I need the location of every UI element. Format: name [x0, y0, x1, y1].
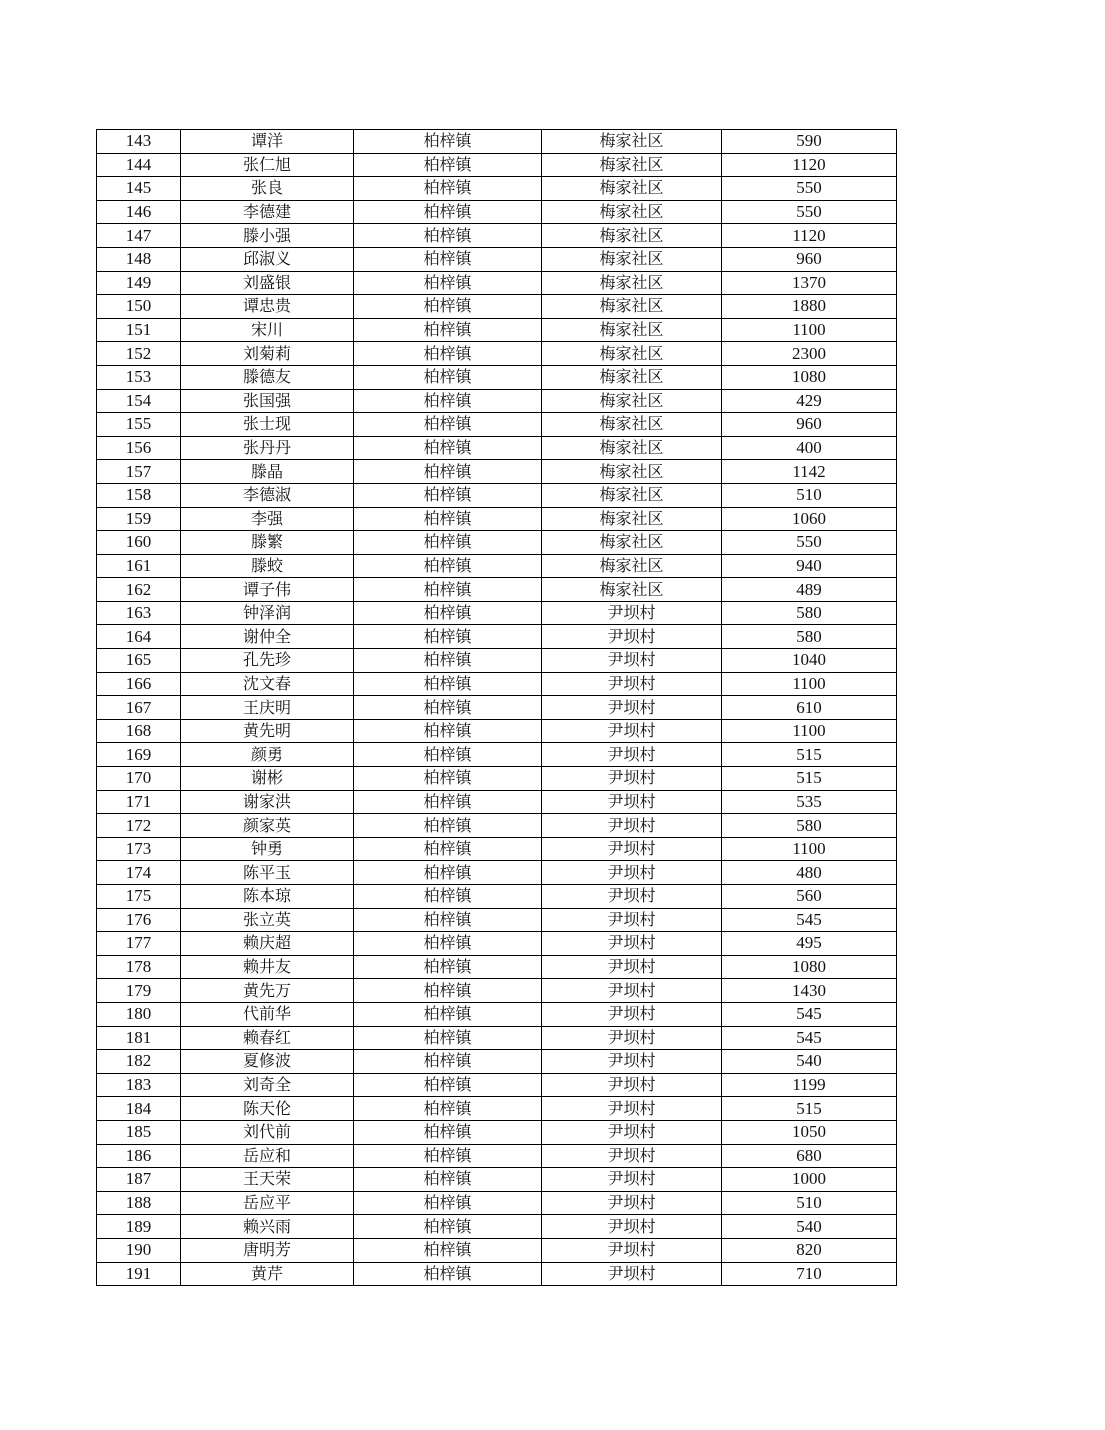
name-cell: 李德淑 — [181, 483, 354, 507]
row-number-cell: 185 — [97, 1120, 181, 1144]
amount-cell: 545 — [722, 1002, 897, 1026]
table-row — [97, 837, 897, 861]
table-row — [97, 649, 897, 673]
table-row — [97, 1144, 897, 1168]
table-row — [97, 885, 897, 909]
amount-cell: 489 — [722, 578, 897, 602]
town-cell: 柏梓镇 — [354, 1191, 542, 1215]
town-cell: 柏梓镇 — [354, 814, 542, 838]
row-number-cell: 159 — [97, 507, 181, 531]
amount-cell: 580 — [722, 814, 897, 838]
village-cell: 尹坝村 — [542, 1215, 722, 1239]
village-cell: 尹坝村 — [542, 837, 722, 861]
village-cell: 梅家社区 — [542, 389, 722, 413]
table-row — [97, 507, 897, 531]
village-cell: 尹坝村 — [542, 601, 722, 625]
row-number-cell: 152 — [97, 342, 181, 366]
table-row — [97, 908, 897, 932]
table-row — [97, 200, 897, 224]
amount-cell: 1040 — [722, 649, 897, 673]
row-number-cell: 177 — [97, 932, 181, 956]
town-cell: 柏梓镇 — [354, 342, 542, 366]
village-cell: 尹坝村 — [542, 861, 722, 885]
table-row — [97, 483, 897, 507]
village-cell: 尹坝村 — [542, 1073, 722, 1097]
name-cell: 滕德友 — [181, 365, 354, 389]
table-row — [97, 1215, 897, 1239]
table-row — [97, 932, 897, 956]
row-number-cell: 173 — [97, 837, 181, 861]
town-cell: 柏梓镇 — [354, 153, 542, 177]
table-row — [97, 365, 897, 389]
table-row — [97, 861, 897, 885]
village-cell: 尹坝村 — [542, 719, 722, 743]
row-number-cell: 145 — [97, 177, 181, 201]
name-cell: 刘盛银 — [181, 271, 354, 295]
name-cell: 颜家英 — [181, 814, 354, 838]
row-number-cell: 188 — [97, 1191, 181, 1215]
row-number-cell: 189 — [97, 1215, 181, 1239]
table-row — [97, 1026, 897, 1050]
village-cell: 梅家社区 — [542, 436, 722, 460]
village-cell: 尹坝村 — [542, 649, 722, 673]
town-cell: 柏梓镇 — [354, 1026, 542, 1050]
row-number-cell: 168 — [97, 719, 181, 743]
name-cell: 黄芹 — [181, 1262, 354, 1286]
town-cell: 柏梓镇 — [354, 130, 542, 154]
village-cell: 梅家社区 — [542, 177, 722, 201]
row-number-cell: 155 — [97, 413, 181, 437]
town-cell: 柏梓镇 — [354, 271, 542, 295]
row-number-cell: 165 — [97, 649, 181, 673]
town-cell: 柏梓镇 — [354, 483, 542, 507]
name-cell: 谢家洪 — [181, 790, 354, 814]
name-cell: 唐明芳 — [181, 1238, 354, 1262]
row-number-cell: 166 — [97, 672, 181, 696]
table-row — [97, 436, 897, 460]
name-cell: 赖春红 — [181, 1026, 354, 1050]
village-cell: 梅家社区 — [542, 460, 722, 484]
village-cell: 梅家社区 — [542, 342, 722, 366]
name-cell: 黄先明 — [181, 719, 354, 743]
town-cell: 柏梓镇 — [354, 389, 542, 413]
name-cell: 颜勇 — [181, 743, 354, 767]
town-cell: 柏梓镇 — [354, 224, 542, 248]
town-cell: 柏梓镇 — [354, 672, 542, 696]
name-cell: 滕繁 — [181, 531, 354, 555]
town-cell: 柏梓镇 — [354, 767, 542, 791]
town-cell: 柏梓镇 — [354, 696, 542, 720]
town-cell: 柏梓镇 — [354, 719, 542, 743]
name-cell: 谭忠贵 — [181, 295, 354, 319]
village-cell: 梅家社区 — [542, 271, 722, 295]
town-cell: 柏梓镇 — [354, 861, 542, 885]
village-cell: 尹坝村 — [542, 1144, 722, 1168]
amount-cell: 550 — [722, 177, 897, 201]
data-table — [96, 129, 897, 1286]
village-cell: 尹坝村 — [542, 1238, 722, 1262]
name-cell: 张士现 — [181, 413, 354, 437]
village-cell: 尹坝村 — [542, 672, 722, 696]
table-row — [97, 696, 897, 720]
amount-cell: 540 — [722, 1215, 897, 1239]
village-cell: 梅家社区 — [542, 507, 722, 531]
row-number-cell: 175 — [97, 885, 181, 909]
amount-cell: 1100 — [722, 837, 897, 861]
village-cell: 尹坝村 — [542, 908, 722, 932]
town-cell: 柏梓镇 — [354, 955, 542, 979]
table-row — [97, 979, 897, 1003]
town-cell: 柏梓镇 — [354, 1002, 542, 1026]
town-cell: 柏梓镇 — [354, 1262, 542, 1286]
village-cell: 尹坝村 — [542, 743, 722, 767]
amount-cell: 820 — [722, 1238, 897, 1262]
table-row — [97, 413, 897, 437]
town-cell: 柏梓镇 — [354, 1215, 542, 1239]
name-cell: 刘菊莉 — [181, 342, 354, 366]
town-cell: 柏梓镇 — [354, 790, 542, 814]
row-number-cell: 161 — [97, 554, 181, 578]
amount-cell: 515 — [722, 743, 897, 767]
name-cell: 张国强 — [181, 389, 354, 413]
table-row — [97, 1262, 897, 1286]
village-cell: 尹坝村 — [542, 696, 722, 720]
table-row — [97, 578, 897, 602]
table-row — [97, 460, 897, 484]
name-cell: 滕晶 — [181, 460, 354, 484]
row-number-cell: 158 — [97, 483, 181, 507]
amount-cell: 940 — [722, 554, 897, 578]
table-row — [97, 1120, 897, 1144]
name-cell: 宋川 — [181, 318, 354, 342]
village-cell: 梅家社区 — [542, 483, 722, 507]
row-number-cell: 153 — [97, 365, 181, 389]
village-cell: 梅家社区 — [542, 578, 722, 602]
row-number-cell: 164 — [97, 625, 181, 649]
table-row — [97, 295, 897, 319]
name-cell: 邱淑义 — [181, 247, 354, 271]
amount-cell: 580 — [722, 625, 897, 649]
amount-cell: 680 — [722, 1144, 897, 1168]
town-cell: 柏梓镇 — [354, 436, 542, 460]
town-cell: 柏梓镇 — [354, 1120, 542, 1144]
town-cell: 柏梓镇 — [354, 1144, 542, 1168]
row-number-cell: 151 — [97, 318, 181, 342]
town-cell: 柏梓镇 — [354, 460, 542, 484]
name-cell: 钟泽润 — [181, 601, 354, 625]
table-row — [97, 625, 897, 649]
village-cell: 尹坝村 — [542, 1120, 722, 1144]
name-cell: 张良 — [181, 177, 354, 201]
amount-cell: 1060 — [722, 507, 897, 531]
name-cell: 赖兴雨 — [181, 1215, 354, 1239]
name-cell: 李德建 — [181, 200, 354, 224]
table-row — [97, 1002, 897, 1026]
amount-cell: 610 — [722, 696, 897, 720]
row-number-cell: 187 — [97, 1168, 181, 1192]
amount-cell: 540 — [722, 1050, 897, 1074]
name-cell: 谭洋 — [181, 130, 354, 154]
village-cell: 梅家社区 — [542, 295, 722, 319]
amount-cell: 1080 — [722, 365, 897, 389]
town-cell: 柏梓镇 — [354, 837, 542, 861]
row-number-cell: 167 — [97, 696, 181, 720]
village-cell: 尹坝村 — [542, 932, 722, 956]
amount-cell: 480 — [722, 861, 897, 885]
name-cell: 陈本琼 — [181, 885, 354, 909]
name-cell: 谭子伟 — [181, 578, 354, 602]
village-cell: 尹坝村 — [542, 885, 722, 909]
village-cell: 梅家社区 — [542, 247, 722, 271]
town-cell: 柏梓镇 — [354, 247, 542, 271]
row-number-cell: 191 — [97, 1262, 181, 1286]
row-number-cell: 143 — [97, 130, 181, 154]
table-row — [97, 1097, 897, 1121]
row-number-cell: 146 — [97, 200, 181, 224]
table-row — [97, 814, 897, 838]
town-cell: 柏梓镇 — [354, 507, 542, 531]
village-cell: 梅家社区 — [542, 531, 722, 555]
name-cell: 岳应和 — [181, 1144, 354, 1168]
amount-cell: 429 — [722, 389, 897, 413]
name-cell: 陈天伦 — [181, 1097, 354, 1121]
table-row — [97, 389, 897, 413]
village-cell: 尹坝村 — [542, 955, 722, 979]
table-row — [97, 342, 897, 366]
amount-cell: 1370 — [722, 271, 897, 295]
name-cell: 滕小强 — [181, 224, 354, 248]
amount-cell: 1100 — [722, 318, 897, 342]
row-number-cell: 162 — [97, 578, 181, 602]
amount-cell: 510 — [722, 483, 897, 507]
name-cell: 岳应平 — [181, 1191, 354, 1215]
name-cell: 赖井友 — [181, 955, 354, 979]
row-number-cell: 172 — [97, 814, 181, 838]
amount-cell: 550 — [722, 531, 897, 555]
row-number-cell: 180 — [97, 1002, 181, 1026]
village-cell: 梅家社区 — [542, 130, 722, 154]
table-row — [97, 790, 897, 814]
town-cell: 柏梓镇 — [354, 979, 542, 1003]
name-cell: 李强 — [181, 507, 354, 531]
village-cell: 尹坝村 — [542, 1262, 722, 1286]
name-cell: 刘代前 — [181, 1120, 354, 1144]
town-cell: 柏梓镇 — [354, 885, 542, 909]
row-number-cell: 160 — [97, 531, 181, 555]
name-cell: 王庆明 — [181, 696, 354, 720]
amount-cell: 1100 — [722, 719, 897, 743]
town-cell: 柏梓镇 — [354, 743, 542, 767]
amount-cell: 535 — [722, 790, 897, 814]
town-cell: 柏梓镇 — [354, 908, 542, 932]
village-cell: 尹坝村 — [542, 1191, 722, 1215]
table-body — [97, 130, 897, 1286]
row-number-cell: 149 — [97, 271, 181, 295]
town-cell: 柏梓镇 — [354, 1097, 542, 1121]
amount-cell: 560 — [722, 885, 897, 909]
village-cell: 尹坝村 — [542, 1026, 722, 1050]
village-cell: 尹坝村 — [542, 767, 722, 791]
name-cell: 夏修波 — [181, 1050, 354, 1074]
amount-cell: 1199 — [722, 1073, 897, 1097]
amount-cell: 590 — [722, 130, 897, 154]
amount-cell: 545 — [722, 1026, 897, 1050]
village-cell: 梅家社区 — [542, 413, 722, 437]
village-cell: 尹坝村 — [542, 1168, 722, 1192]
table-row — [97, 1050, 897, 1074]
table-row — [97, 719, 897, 743]
name-cell: 王天荣 — [181, 1168, 354, 1192]
town-cell: 柏梓镇 — [354, 649, 542, 673]
row-number-cell: 144 — [97, 153, 181, 177]
row-number-cell: 183 — [97, 1073, 181, 1097]
table-row — [97, 554, 897, 578]
table-row — [97, 271, 897, 295]
amount-cell: 1000 — [722, 1168, 897, 1192]
name-cell: 钟勇 — [181, 837, 354, 861]
row-number-cell: 174 — [97, 861, 181, 885]
amount-cell: 960 — [722, 247, 897, 271]
table-row — [97, 224, 897, 248]
village-cell: 梅家社区 — [542, 318, 722, 342]
town-cell: 柏梓镇 — [354, 200, 542, 224]
name-cell: 滕蛟 — [181, 554, 354, 578]
table-row — [97, 531, 897, 555]
row-number-cell: 157 — [97, 460, 181, 484]
town-cell: 柏梓镇 — [354, 554, 542, 578]
town-cell: 柏梓镇 — [354, 318, 542, 342]
table-row — [97, 672, 897, 696]
name-cell: 黄先万 — [181, 979, 354, 1003]
amount-cell: 1050 — [722, 1120, 897, 1144]
town-cell: 柏梓镇 — [354, 531, 542, 555]
amount-cell: 1430 — [722, 979, 897, 1003]
village-cell: 尹坝村 — [542, 814, 722, 838]
table-row — [97, 177, 897, 201]
table-row — [97, 601, 897, 625]
town-cell: 柏梓镇 — [354, 932, 542, 956]
amount-cell: 545 — [722, 908, 897, 932]
village-cell: 梅家社区 — [542, 200, 722, 224]
town-cell: 柏梓镇 — [354, 601, 542, 625]
table-row — [97, 1073, 897, 1097]
town-cell: 柏梓镇 — [354, 1050, 542, 1074]
name-cell: 谢彬 — [181, 767, 354, 791]
table-row — [97, 1191, 897, 1215]
amount-cell: 580 — [722, 601, 897, 625]
amount-cell: 495 — [722, 932, 897, 956]
village-cell: 梅家社区 — [542, 554, 722, 578]
row-number-cell: 184 — [97, 1097, 181, 1121]
data-table-container — [96, 129, 897, 1286]
town-cell: 柏梓镇 — [354, 625, 542, 649]
name-cell: 张丹丹 — [181, 436, 354, 460]
amount-cell: 400 — [722, 436, 897, 460]
table-row — [97, 247, 897, 271]
amount-cell: 2300 — [722, 342, 897, 366]
row-number-cell: 163 — [97, 601, 181, 625]
name-cell: 谢仲全 — [181, 625, 354, 649]
row-number-cell: 148 — [97, 247, 181, 271]
row-number-cell: 170 — [97, 767, 181, 791]
row-number-cell: 178 — [97, 955, 181, 979]
name-cell: 刘奇全 — [181, 1073, 354, 1097]
row-number-cell: 171 — [97, 790, 181, 814]
table-row — [97, 1168, 897, 1192]
town-cell: 柏梓镇 — [354, 1073, 542, 1097]
table-row — [97, 767, 897, 791]
name-cell: 孔先珍 — [181, 649, 354, 673]
table-row — [97, 955, 897, 979]
name-cell: 赖庆超 — [181, 932, 354, 956]
row-number-cell: 169 — [97, 743, 181, 767]
village-cell: 梅家社区 — [542, 224, 722, 248]
name-cell: 陈平玉 — [181, 861, 354, 885]
row-number-cell: 179 — [97, 979, 181, 1003]
row-number-cell: 186 — [97, 1144, 181, 1168]
name-cell: 代前华 — [181, 1002, 354, 1026]
village-cell: 尹坝村 — [542, 625, 722, 649]
table-row — [97, 1238, 897, 1262]
table-row — [97, 743, 897, 767]
amount-cell: 510 — [722, 1191, 897, 1215]
village-cell: 梅家社区 — [542, 153, 722, 177]
town-cell: 柏梓镇 — [354, 1168, 542, 1192]
amount-cell: 550 — [722, 200, 897, 224]
table-row — [97, 318, 897, 342]
row-number-cell: 181 — [97, 1026, 181, 1050]
row-number-cell: 154 — [97, 389, 181, 413]
row-number-cell: 190 — [97, 1238, 181, 1262]
amount-cell: 1100 — [722, 672, 897, 696]
row-number-cell: 150 — [97, 295, 181, 319]
village-cell: 尹坝村 — [542, 790, 722, 814]
town-cell: 柏梓镇 — [354, 177, 542, 201]
town-cell: 柏梓镇 — [354, 413, 542, 437]
table-row — [97, 153, 897, 177]
amount-cell: 960 — [722, 413, 897, 437]
town-cell: 柏梓镇 — [354, 1238, 542, 1262]
name-cell: 张立英 — [181, 908, 354, 932]
village-cell: 尹坝村 — [542, 1097, 722, 1121]
town-cell: 柏梓镇 — [354, 295, 542, 319]
row-number-cell: 147 — [97, 224, 181, 248]
village-cell: 梅家社区 — [542, 365, 722, 389]
amount-cell: 1880 — [722, 295, 897, 319]
row-number-cell: 182 — [97, 1050, 181, 1074]
row-number-cell: 176 — [97, 908, 181, 932]
amount-cell: 1142 — [722, 460, 897, 484]
village-cell: 尹坝村 — [542, 1050, 722, 1074]
amount-cell: 515 — [722, 767, 897, 791]
village-cell: 尹坝村 — [542, 979, 722, 1003]
amount-cell: 710 — [722, 1262, 897, 1286]
town-cell: 柏梓镇 — [354, 365, 542, 389]
town-cell: 柏梓镇 — [354, 578, 542, 602]
row-number-cell: 156 — [97, 436, 181, 460]
village-cell: 尹坝村 — [542, 1002, 722, 1026]
amount-cell: 1120 — [722, 153, 897, 177]
name-cell: 沈文春 — [181, 672, 354, 696]
table-row — [97, 130, 897, 154]
amount-cell: 1080 — [722, 955, 897, 979]
amount-cell: 515 — [722, 1097, 897, 1121]
name-cell: 张仁旭 — [181, 153, 354, 177]
amount-cell: 1120 — [722, 224, 897, 248]
